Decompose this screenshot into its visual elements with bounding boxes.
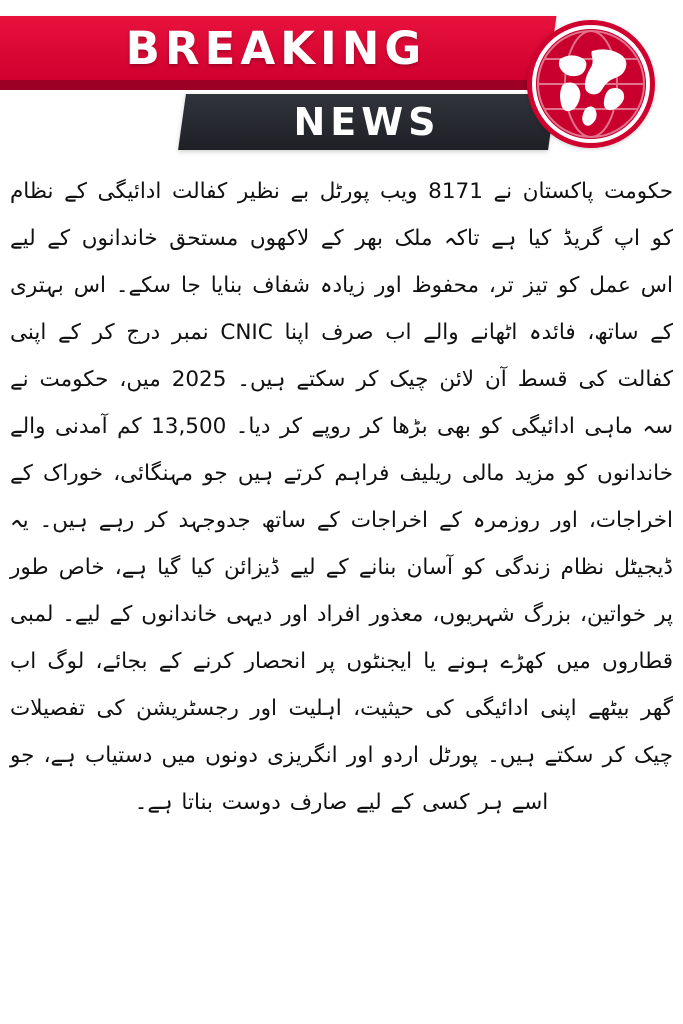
- globe-badge: [527, 20, 655, 148]
- article-paragraph: حکومت پاکستان نے 8171 ویب پورٹل بے نظیر کفالت ادائیگی کے نظام کو اپ گریڈ کیا ہے تاکہ ملک بھر کے لاکھوں مستحق خاندانوں کے لیے اس عمل کو تیز تر، محفوظ اور زیادہ شفاف بنایا جا سکے۔ اس بہتری کے ساتھ، فائدہ اٹھانے والے اب صرف اپنا CNIC نمبر درج کر کے اپنی کفالت کی قسط آن لائن چیک کر سکتے ہیں۔ 2025 میں، حکومت نے سہ ماہی ادائیگی کو بھی بڑھا کر روپے کر دیا۔ 13,500 کم آمدنی والے خاندانوں کو مزید مالی ریلیف فراہم کرتے ہیں جو مہنگائی، خوراک کے اخراجات، اور روزمرہ کے اخراجات کے ساتھ جدوجہد کر رہے ہیں۔ یہ ڈیجیٹل نظام زندگی کو آسان بنانے کے لیے ڈیزائن کیا گیا ہے، خاص طور پر خواتین، بزرگ شہریوں، معذور افراد اور دیہی خاندانوں کے لیے۔ لمبی قطاروں میں کھڑے ہونے یا ایجنٹوں پر انحصار کرنے کے بجائے، لوگ اب گھر بیٹھے اپنی ادائیگی کی حیثیت، اہلیت اور رجسٹریشن کی تفصیلات چیک کر سکتے ہیں۔ پورٹل اردو اور انگریزی دونوں میں دستیاب ہے، جو اسے ہر کسی کے لیے صارف دوست بناتا ہے۔: [10, 179, 674, 815]
- breaking-label: BREAKING: [125, 21, 427, 75]
- news-label: NEWS: [293, 100, 441, 144]
- globe-icon: [536, 29, 646, 139]
- banner-red-shadow-shape: [0, 80, 553, 90]
- article-body: [0, 168, 683, 826]
- breaking-news-banner: [0, 0, 683, 168]
